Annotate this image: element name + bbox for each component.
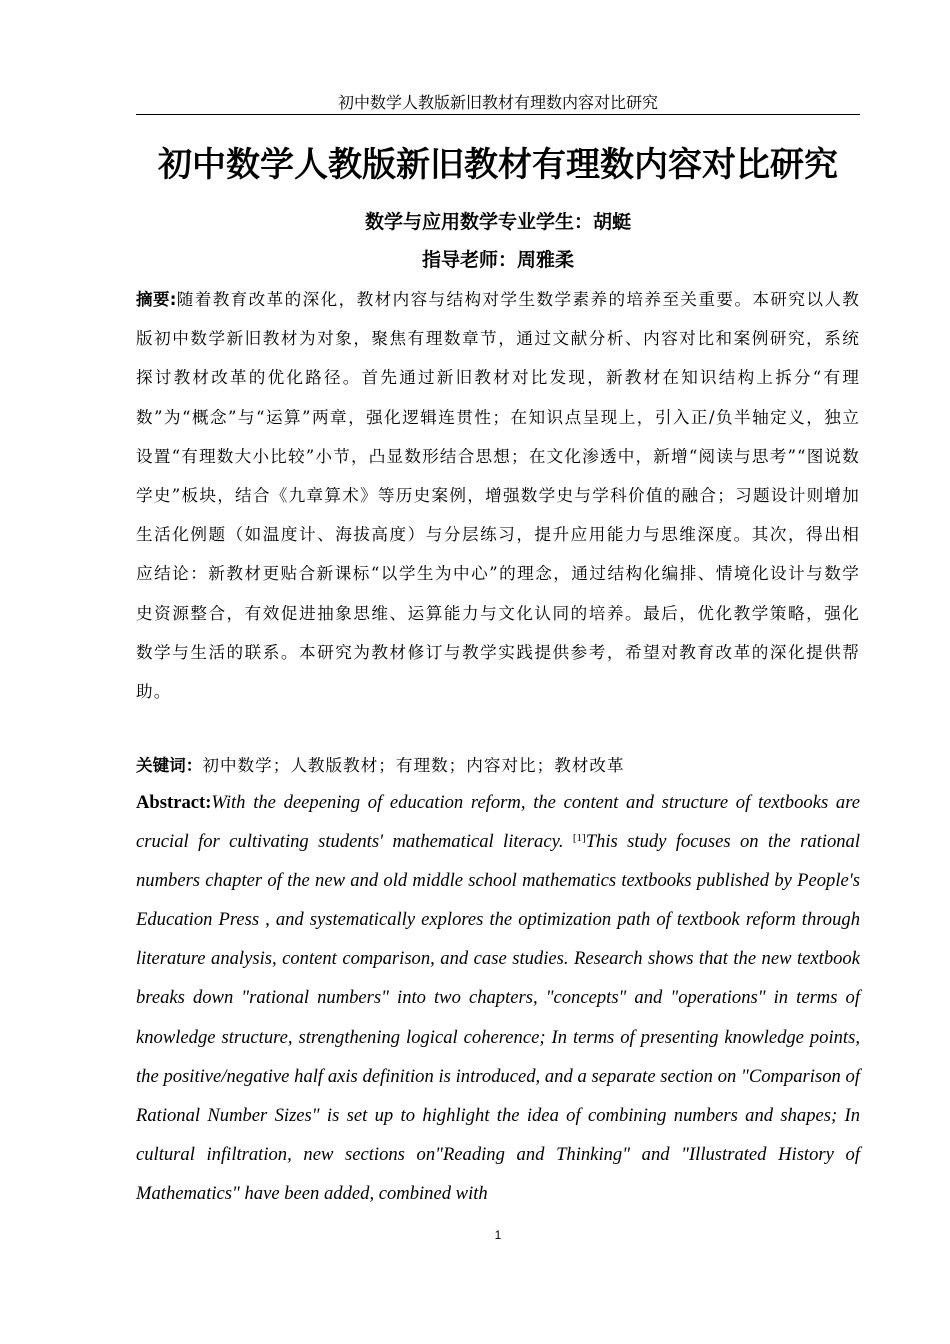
running-header: 初中数学人教版新旧教材有理数内容对比研究 [337,93,658,112]
abstract-chinese-text: 随着教育改革的深化，教材内容与结构对学生数学素养的培养至关重要。本研究以人教版初中数学新旧教材为对象，聚焦有理数章节，通过文献分析、内容对比和案例研究，系统探讨教材改革的优化路径。首先通过新旧教材对比发现，新教材在知识结构上拆分“有理数”为“概念”与“运算”两章，强化逻辑连贯性；在知识点呈现上，引入正/负半轴定义，独立设置“有理数大小比较”小节，凸显数形结合思想；在文化渗透中，新增“阅读与思考”“图说数学史”板块，结合《九章算术》等历史案例，增强数学史与学科价值的融合；习题设计则增加生活化例题（如温度计、海拔高度）与分层练习，提升应用能力与思维深度。其次，得出相应结论：新教材更贴合新课标“以学生为中心”的理念，通过结构化编排、情境化设计与数学史资源整合，有效促进抽象思维、运算能力与文化认同的培养。最后，优化教学策略，强化数学与生活的联系。本研究为教材修订与教学实践提供参考，希望对教育改革的深化提供帮助。 [136,290,860,702]
paper-title: 初中数学人教版新旧教材有理数内容对比研究 [158,145,838,185]
page-number: 1 [494,1228,502,1242]
abstract-english [136,783,860,1213]
keywords [136,750,860,782]
keywords-label: 关键词： [136,756,203,775]
abstract-english-label: Abstract: [136,792,212,813]
abstract-chinese-label: 摘要: [136,290,177,309]
header-divider [136,114,860,115]
advisor-line: 指导老师：周雅柔 [421,249,574,271]
abstract-english-text-2: This study focuses on the rational numbers chapter of the new and old middle school mathematics textbooks published by People's Education Press , and systematically explores the optimization path of textbook reform through literature analysis, content comparison, and case studies. Research shows that the new textbook breaks down "rational numbers" into two chapters, "concepts" and "operations" in terms of knowledge structure, strengthening logical coherence; In terms of presenting knowledge points, the positive/negative half axis definition is introduced, and a separate section on "Comparison of Rational Number Sizes" is set up to highlight the idea of combining numbers and shapes; In cultural infiltration, new sections on"Reading and Thinking" and "Illustrated History of Mathematics" have been added, combined with [136,831,861,1204]
author-line: 数学与应用数学专业学生：胡蜓 [364,211,631,233]
abstract-english-text-1: With the deepening of education reform, the content and structure of textbooks are crucial for cultivating students' mathematical literacy. [136,792,860,853]
citation-reference[interactable]: [1] [572,832,586,845]
abstract-chinese [136,280,860,711]
keywords-text: 初中数学；人教版教材；有理数；内容对比；教材改革 [202,756,625,775]
